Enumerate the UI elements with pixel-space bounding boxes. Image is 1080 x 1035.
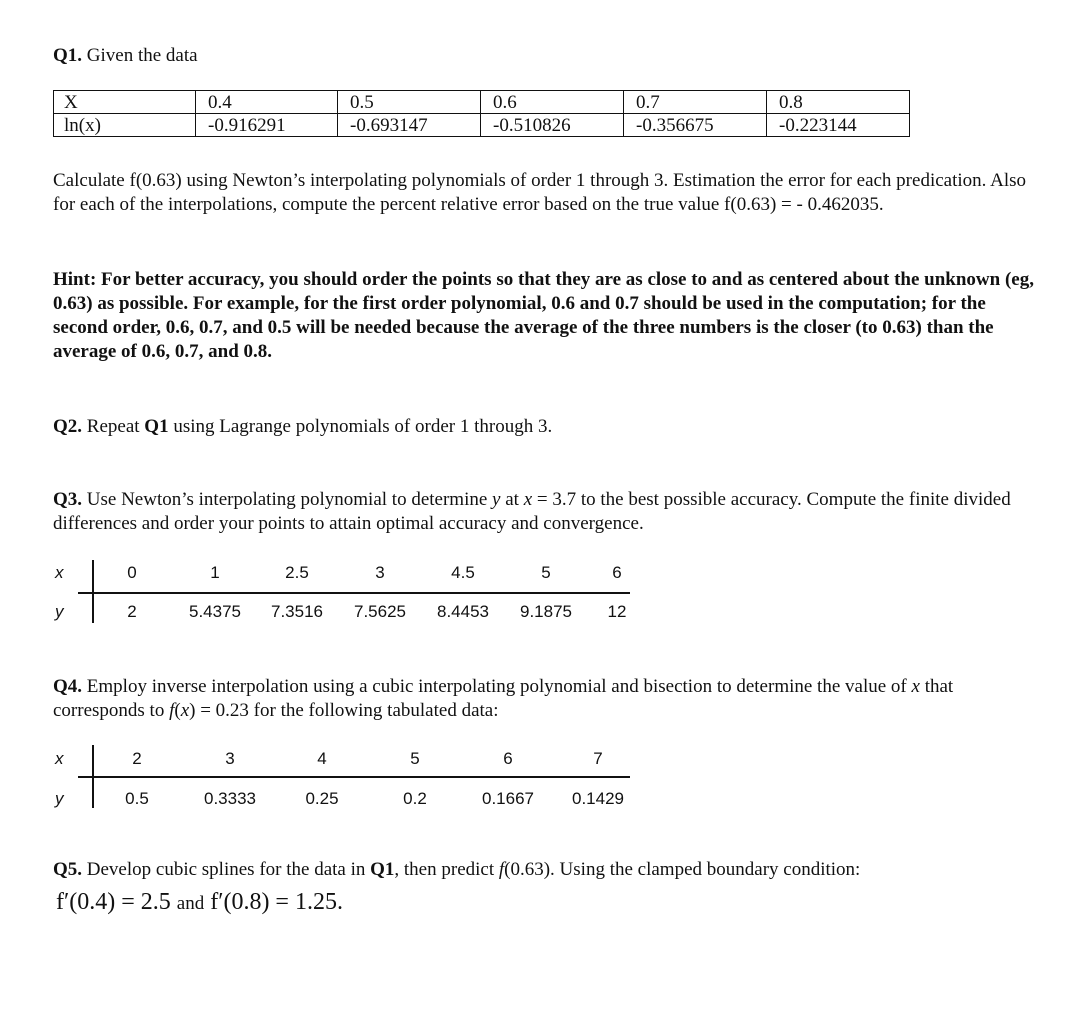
table-cell: -0.223144 — [767, 114, 910, 137]
hint-text: : For better accuracy, you should order the points so that they are as close to and as centered about the unknown (eg, 0.63) as possible. For example, for the first order polynomial, 0.6 and 0.7 should be used in the computation; for the second order, 0.6, 0.7, and 0.5 will be needed because the average of the three numbers is the closer (to 0.63) than the average of 0.6, 0.7, and 0.8. — [53, 269, 1034, 362]
table-cell: -0.693147 — [338, 114, 481, 137]
q3-y-value: 5.4375 — [189, 602, 241, 621]
q2-ref: Q1 — [144, 416, 169, 437]
q1-title — [53, 44, 198, 68]
q1-description: Calculate f(0.63) using Newton’s interpolating polynomials of order 1 through 3. Estimation the error for each predication. Also for each of the interpolations, compute the percent relative error based on the true value f(0.63) = - 0.462035. — [53, 170, 1026, 215]
q1-hint — [53, 268, 1043, 364]
q5-text-b: , then predict — [394, 859, 499, 880]
q3-y-label: y — [55, 602, 64, 621]
q3-y-value: 8.4453 — [437, 602, 489, 621]
table-cell: 0.5 — [338, 91, 481, 114]
q3-y-value: 12 — [607, 602, 627, 621]
q3-y-value: 7.3516 — [271, 602, 323, 621]
q3-label: Q3. — [53, 489, 83, 510]
q4-table-divider-h — [78, 776, 630, 778]
q4-text-a: Employ inverse interpolation using a cubic interpolating polynomial and bisection to determine the value of — [86, 676, 912, 697]
q5-ref: Q1 — [370, 859, 395, 880]
q5-fx: f — [498, 859, 505, 880]
q3-x-value: 3 — [375, 563, 385, 582]
q4-text: Q4. Employ inverse interpolation using a cubic interpolating polynomial and bisection to determine the value of x that corresponds to f(x) = 0.23 for the following tabulated data: — [53, 676, 954, 721]
q1-data-table — [53, 90, 910, 137]
q2-text — [53, 415, 552, 439]
q4-x-value: 6 — [503, 749, 513, 768]
q3-x-value: 4.5 — [451, 563, 475, 582]
table-cell: -0.510826 — [481, 114, 624, 137]
q4-y-value: 0.5 — [125, 789, 149, 808]
q4-y-label: y — [55, 789, 64, 808]
table-cell: ln(x) — [54, 114, 196, 137]
q4-x-value: 2 — [132, 749, 142, 768]
q5-text — [53, 858, 1038, 882]
q2-label: Q2. — [53, 416, 83, 437]
q3-var-x: x — [523, 489, 533, 510]
q3-x-value: 1 — [210, 563, 220, 582]
q3-text-a: Use Newton’s interpolating polynomial to determine — [86, 489, 493, 510]
q4-y-value: 0.1429 — [572, 789, 624, 808]
q4-var-x: x — [911, 676, 920, 697]
table-cell: X — [54, 91, 196, 114]
q5-boundary-formula: f′(0.4) = 2.5 and f′(0.8) = 1.25. — [56, 889, 343, 915]
table-cell: 0.7 — [624, 91, 767, 114]
q4-x-value: 3 — [225, 749, 235, 768]
q4-y-value: 0.3333 — [204, 789, 256, 808]
q3-x-value: 2.5 — [285, 563, 309, 582]
table-cell: 0.6 — [481, 91, 624, 114]
q5-formula-right: f′(0.8) = 1.25 — [210, 889, 337, 915]
q3-text — [53, 488, 1028, 536]
q5-label: Q5. — [53, 859, 83, 880]
q3-y-value: 9.1875 — [520, 602, 572, 621]
table-row — [54, 114, 910, 137]
q4-text-c: ) = 0.23 for the following tabulated data: — [189, 700, 499, 721]
q4-x-value: 4 — [317, 749, 327, 768]
q5-text-a: Develop cubic splines for the data in — [86, 859, 371, 880]
q1-intro: Given the data — [86, 45, 198, 66]
q3-y-value: 7.5625 — [354, 602, 406, 621]
q3-var-y: y — [492, 489, 501, 510]
q3-x-value: 5 — [541, 563, 551, 582]
q3-x-label: x — [55, 563, 64, 582]
q5-formula-and: and — [176, 893, 205, 914]
q4-x-label: x — [55, 749, 64, 768]
q4-text-b: that corresponds to — [53, 676, 954, 721]
q4-label: Q4. — [53, 676, 83, 697]
q4-y-value: 0.2 — [403, 789, 427, 808]
q4-x-value: 7 — [593, 749, 603, 768]
q4-paren-x: x — [180, 700, 190, 721]
q5-text-c: (0.63). Using the clamped boundary condition: — [504, 859, 861, 880]
q4-y-value: 0.25 — [305, 789, 339, 808]
hint-label: Hint — [53, 269, 90, 290]
q3-y-value: 2 — [127, 602, 137, 621]
table-cell: -0.916291 — [196, 114, 338, 137]
q3-table-divider-h — [78, 592, 630, 594]
q2-text-b: using Lagrange polynomials of order 1 through 3. — [168, 416, 553, 437]
q4-x-value: 5 — [410, 749, 420, 768]
q2-text-a: Repeat — [86, 416, 145, 437]
q3-x-value: 6 — [612, 563, 622, 582]
table-cell: 0.4 — [196, 91, 338, 114]
table-cell: 0.8 — [767, 91, 910, 114]
q4-y-value: 0.1667 — [482, 789, 534, 808]
q5-formula-left: f′(0.4) = 2.5 — [56, 889, 171, 915]
q3-x-value: 0 — [127, 563, 137, 582]
q1-label: Q1. — [53, 45, 83, 66]
table-cell: -0.356675 — [624, 114, 767, 137]
q3-text-c: = 3.7 to the best possible accuracy. Compute the finite divided differences and order your points to attain optimal accuracy and convergence. — [53, 489, 1011, 534]
table-row — [54, 91, 910, 114]
q4-fx: f — [169, 700, 175, 721]
q3-text-b: at — [500, 489, 524, 510]
